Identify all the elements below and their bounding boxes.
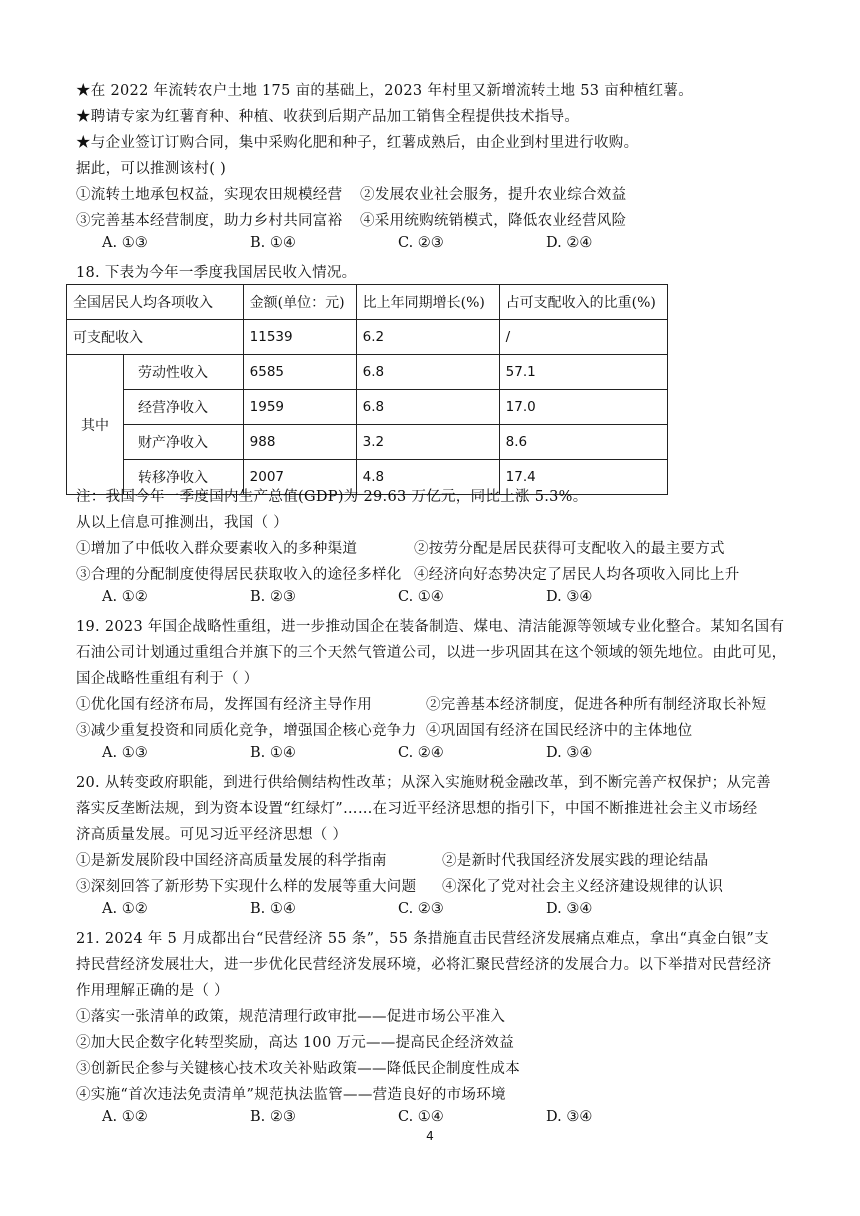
q21-option-d: D. ③④ xyxy=(546,1109,593,1125)
q20-option-b: B. ①④ xyxy=(250,901,296,917)
q21-line-2: 持民营经济发展壮大，进一步优化民营经济发展环境，必将汇聚民营经济的发展合力。以下举措对民营经济 xyxy=(76,957,772,973)
q19-statements-row-1 xyxy=(76,693,766,714)
group-label: 其中 xyxy=(67,355,124,495)
q17-statement-2: ②发展农业社会服务，提升农业综合效益 xyxy=(360,187,627,203)
q17-option-a: A. ①③ xyxy=(102,235,148,251)
q19-option-d: D. ③④ xyxy=(546,745,593,761)
cell-share: 8.6 xyxy=(499,425,667,460)
table-header: 全国居民人均各项收入 xyxy=(67,285,244,320)
q20-line-2: 落实反垄断法规，到为资本设置“红绿灯”……在习近平经济思想的指引下，中国不断推进社会主义市场经 xyxy=(76,801,758,817)
q19-options xyxy=(102,745,694,761)
cell-share: 17.0 xyxy=(499,390,667,425)
q21-statement-4: ④实施“首次违法免责清单”规范执法监管——营造良好的市场环境 xyxy=(76,1087,506,1103)
q18-note: 注：我国今年一季度国内生产总值(GDP)为 29.63 万亿元，同比上涨 5.3%。 xyxy=(76,489,588,505)
q20-option-a: A. ①② xyxy=(102,901,148,917)
q18-statement-3: ③合理的分配制度使得居民获取收入的途径多样化 xyxy=(76,567,402,583)
q19-statement-2: ②完善基本经济制度，促进各种所有制经济取长补短 xyxy=(426,697,767,713)
q20-line-1: 20. 从转变政府职能，到进行供给侧结构性改革；从深入实施财税金融改革，到不断完善产权保护；从完善 xyxy=(76,775,771,791)
q17-option-b: B. ①④ xyxy=(250,235,296,251)
q21-statement-1: ①落实一张清单的政策，规范清理行政审批——促进市场公平准入 xyxy=(76,1009,506,1025)
q20-statements-row-2 xyxy=(76,875,723,896)
q18-option-b: B. ②③ xyxy=(250,589,296,605)
q17-statement-1: ①流转土地承包权益，实现农田规模经营 xyxy=(76,187,343,203)
q18-statement-2: ②按劳分配是居民获得可支配收入的最主要方式 xyxy=(414,541,725,557)
q19-option-c: C. ②④ xyxy=(398,745,444,761)
q21-stem: 作用理解正确的是（ ） xyxy=(76,983,229,999)
q21-statement-3: ③创新民企参与关键核心技术攻关补贴政策——降低民企制度性成本 xyxy=(76,1061,520,1077)
cell-amount: 1959 xyxy=(243,390,356,425)
q18-statement-1: ①增加了中低收入群众要素收入的多种渠道 xyxy=(76,541,358,557)
table-header: 占可支配收入的比重(%) xyxy=(499,285,667,320)
q17-option-c: C. ②③ xyxy=(398,235,444,251)
q21-option-a: A. ①② xyxy=(102,1109,148,1125)
q19-statement-3: ③减少重复投资和同质化竞争，增强国企核心竞争力 xyxy=(76,723,417,739)
q18-stem: 从以上信息可推测出，我国（ ） xyxy=(76,515,289,531)
cell-growth: 3.2 xyxy=(356,425,499,460)
q17-statement-3: ③完善基本经营制度，助力乡村共同富裕 xyxy=(76,213,343,229)
table-header: 金额(单位：元) xyxy=(243,285,356,320)
row-label: 财产净收入 xyxy=(124,425,244,460)
q20-statements-row-1 xyxy=(76,849,708,870)
table-row xyxy=(67,390,668,425)
q17-condition-1: ★在 2022 年流转农户土地 175 亩的基础上，2023 年村里又新增流转土地 53 亩种植红薯。 xyxy=(76,83,693,99)
q21-option-c: C. ①④ xyxy=(398,1109,444,1125)
q17-option-d: D. ②④ xyxy=(546,235,593,251)
q17-statement-4: ④采用统购统销模式，降低农业经营风险 xyxy=(360,213,627,229)
table-row xyxy=(67,355,668,390)
q21-option-b: B. ②③ xyxy=(250,1109,296,1125)
cell-growth: 6.2 xyxy=(356,320,499,355)
cell-amount: 988 xyxy=(243,425,356,460)
q19-line-1: 19. 2023 年国企战略性重组，进一步推动国企在装备制造、煤电、清洁能源等领域专业化整合。某知名国有 xyxy=(76,619,785,635)
q17-stem: 据此，可以推测该村( ) xyxy=(76,161,227,177)
table-row xyxy=(67,425,668,460)
cell-amount: 2007 xyxy=(243,460,356,495)
q21-statement-2: ②加大民企数字化转型奖励，高达 100 万元——提高民企经济效益 xyxy=(76,1035,514,1051)
q18-option-a: A. ①② xyxy=(102,589,148,605)
q20-statement-1: ①是新发展阶段中国经济高质量发展的科学指南 xyxy=(76,853,387,869)
q20-statement-4: ④深化了党对社会主义经济建设规律的认识 xyxy=(442,879,724,895)
q17-condition-3: ★与企业签订订购合同，集中采购化肥和种子，红薯成熟后，由企业到村里进行收购。 xyxy=(76,135,639,151)
row-label: 劳动性收入 xyxy=(124,355,244,390)
q20-stem: 济高质量发展。可见习近平经济思想（ ） xyxy=(76,827,348,843)
q21-options xyxy=(102,1109,694,1125)
cell-share: / xyxy=(499,320,667,355)
cell-share: 57.1 xyxy=(499,355,667,390)
q19-statement-4: ④巩固国有经济在国民经济中的主体地位 xyxy=(426,723,693,739)
q19-line-2: 石油公司计划通过重组合并旗下的三个天然气管道公司，以进一步巩固其在这个领域的领先地位。由此可见， xyxy=(76,645,787,661)
row-label: 可支配收入 xyxy=(67,320,244,355)
cell-share: 17.4 xyxy=(499,460,667,495)
q19-stem: 国企战略性重组有利于（ ） xyxy=(76,671,259,687)
q20-option-d: D. ③④ xyxy=(546,901,593,917)
cell-amount: 6585 xyxy=(243,355,356,390)
cell-growth: 6.8 xyxy=(356,355,499,390)
q19-option-b: B. ①④ xyxy=(250,745,296,761)
q21-line-1: 21. 2024 年 5 月成都出台“民营经济 55 条”，55 条措施直击民营经济发展痛点难点，拿出“真金白银”支 xyxy=(76,931,769,947)
q20-statement-2: ②是新时代我国经济发展实践的理论结晶 xyxy=(442,853,709,869)
q18-option-d: D. ③④ xyxy=(546,589,593,605)
q19-statement-1: ①优化国有经济布局，发挥国有经济主导作用 xyxy=(76,697,372,713)
q18-statement-4: ④经济向好态势决定了居民人均各项收入同比上升 xyxy=(414,567,740,583)
q18-statements-row-2 xyxy=(76,563,740,584)
q20-options xyxy=(102,901,694,917)
q18-title: 18. 下表为今年一季度我国居民收入情况。 xyxy=(76,265,357,281)
income-table xyxy=(66,284,668,495)
q20-option-c: C. ②③ xyxy=(398,901,444,917)
q17-statements-row-1 xyxy=(76,183,626,204)
table-row xyxy=(67,320,668,355)
cell-growth: 6.8 xyxy=(356,390,499,425)
q17-statements-row-2 xyxy=(76,209,626,230)
cell-amount: 11539 xyxy=(243,320,356,355)
q18-options xyxy=(102,589,694,605)
q18-option-c: C. ①④ xyxy=(398,589,444,605)
page-number: 4 xyxy=(426,1129,434,1143)
q19-statements-row-2 xyxy=(76,719,692,740)
q20-statement-3: ③深刻回答了新形势下实现什么样的发展等重大问题 xyxy=(76,879,417,895)
cell-growth: 4.8 xyxy=(356,460,499,495)
table-header: 比上年同期增长(%) xyxy=(356,285,499,320)
table-header-row xyxy=(67,285,668,320)
q17-options xyxy=(102,235,694,251)
row-label: 转移净收入 xyxy=(124,460,244,495)
q19-option-a: A. ①③ xyxy=(102,745,148,761)
q17-condition-2: ★聘请专家为红薯育种、种植、收获到后期产品加工销售全程提供技术指导。 xyxy=(76,109,580,125)
q18-statements-row-1 xyxy=(76,537,725,558)
row-label: 经营净收入 xyxy=(124,390,244,425)
